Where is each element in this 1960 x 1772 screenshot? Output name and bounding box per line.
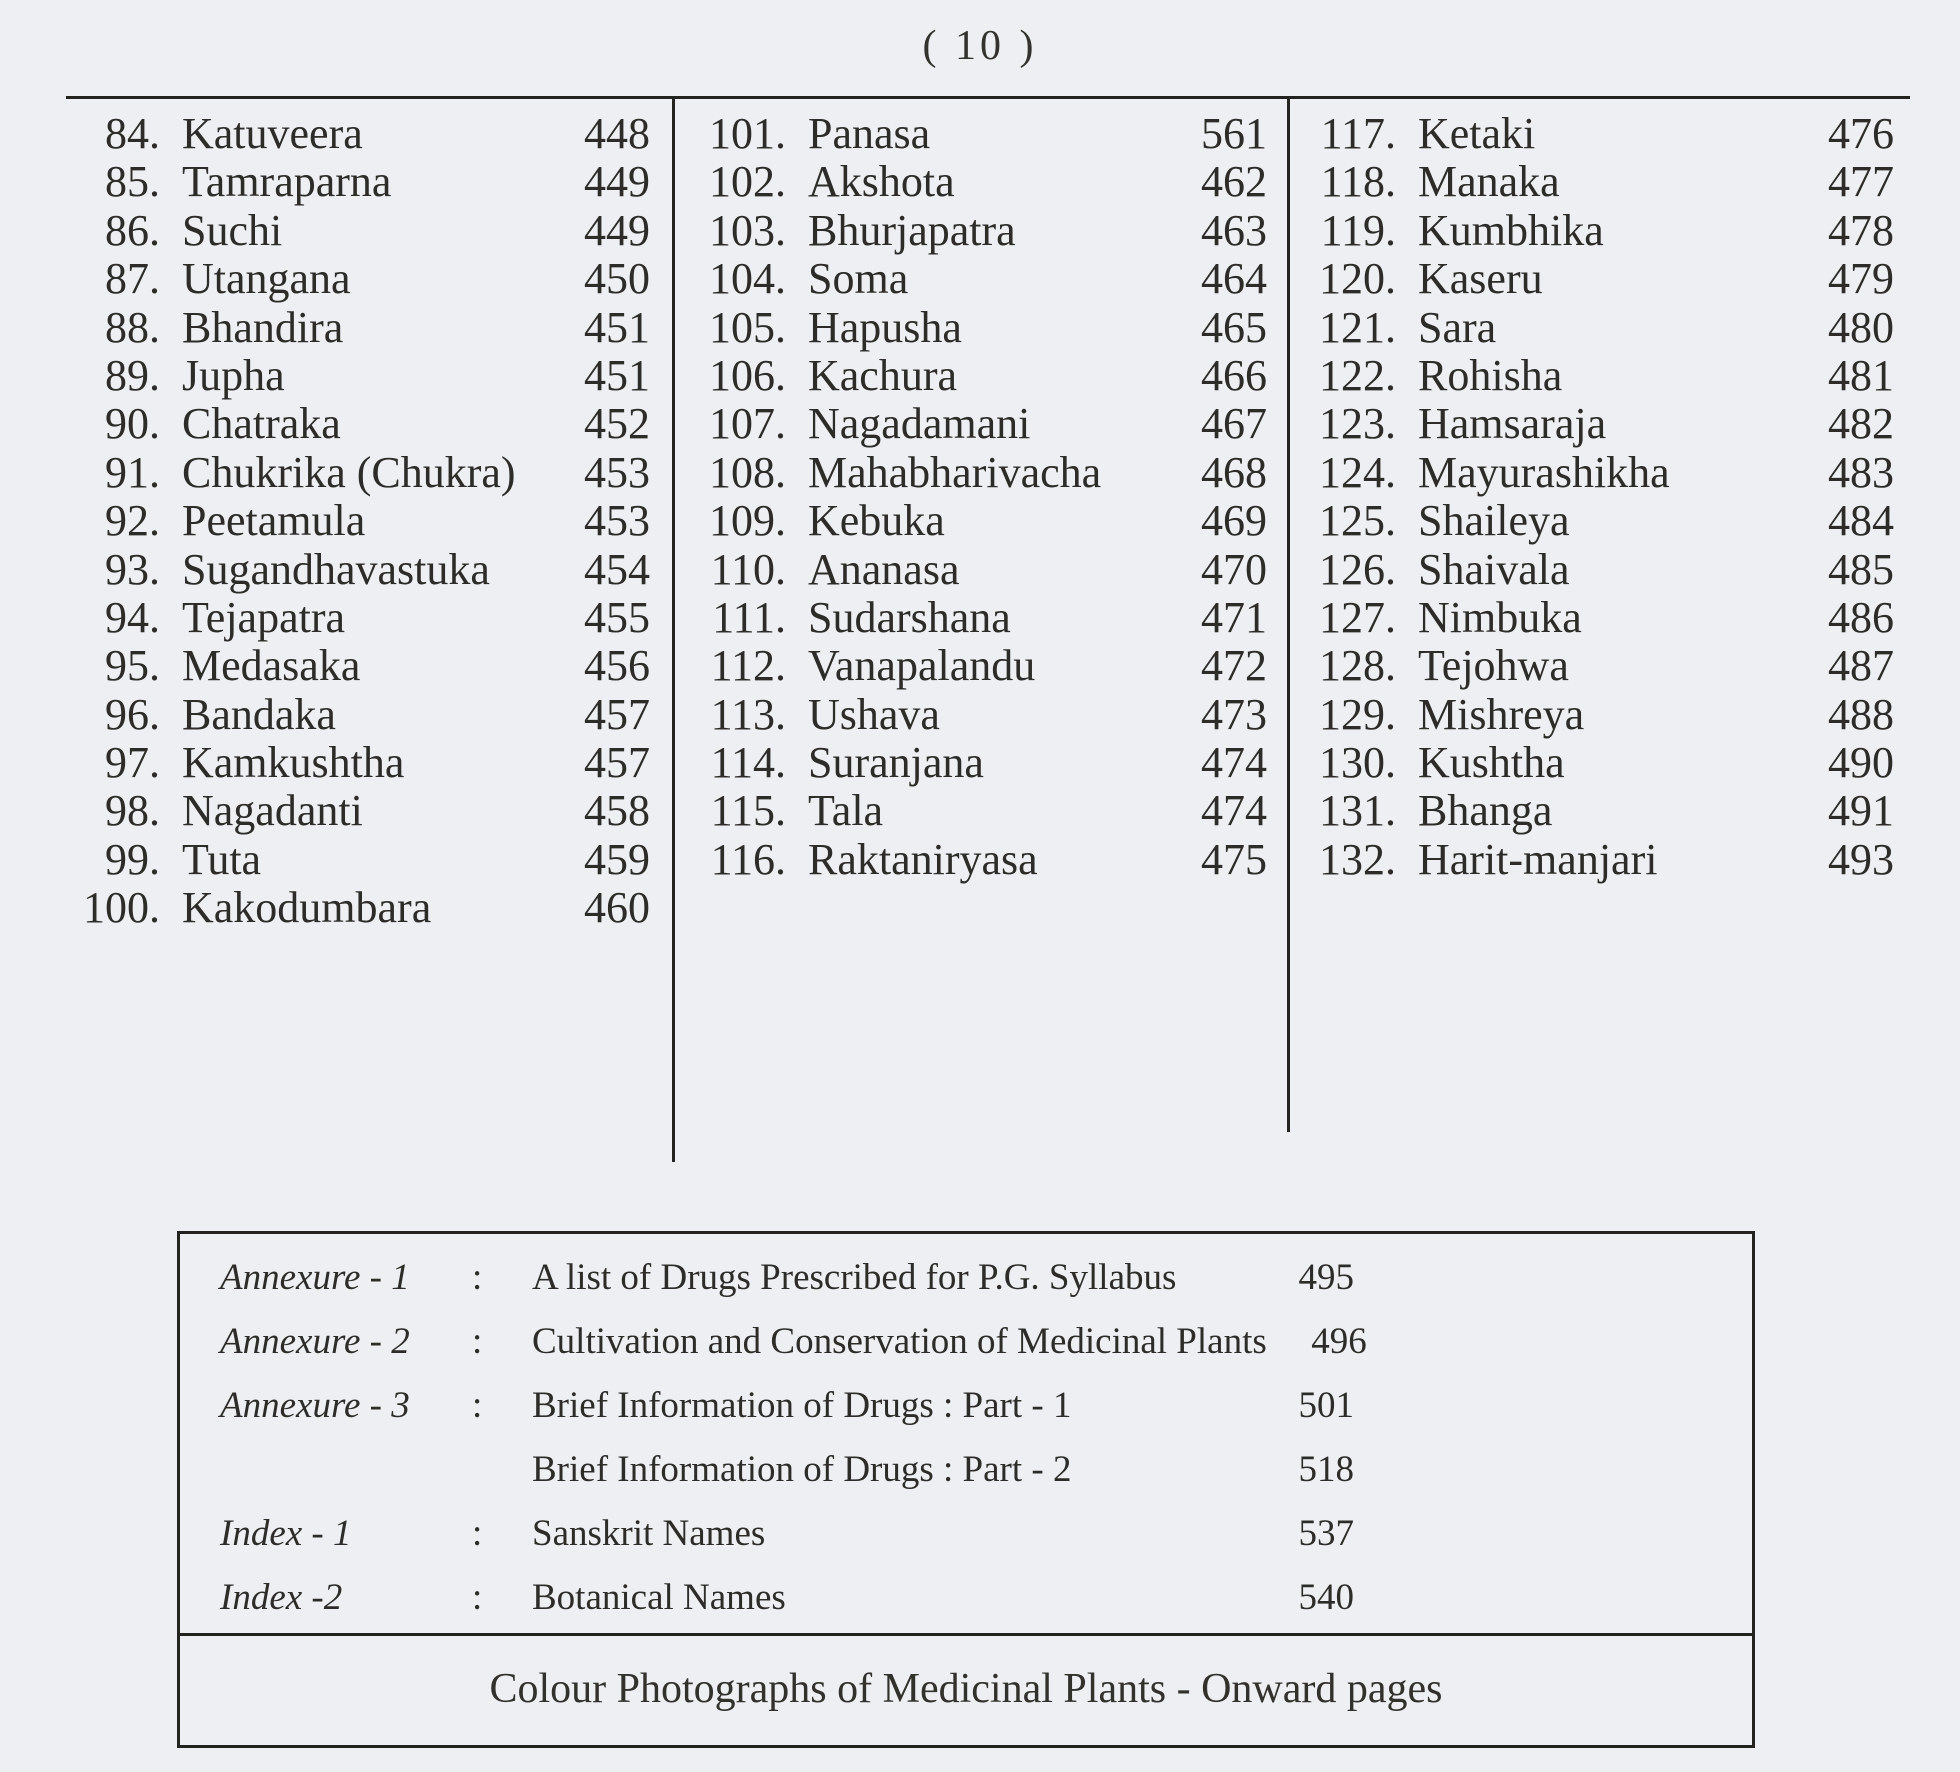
entry-title: Utangana [182, 254, 351, 304]
entry-page: 460 [584, 883, 650, 933]
entry-number: 110. [710, 544, 786, 594]
entry-title: Kamkushtha [182, 738, 405, 788]
toc-entry [1302, 594, 1894, 642]
toc-entry [1302, 352, 1894, 400]
entry-title: Kakodumbara [182, 883, 432, 933]
entry-page: 451 [584, 302, 650, 352]
entry-page: 481 [1828, 350, 1894, 400]
entry-page: 479 [1828, 254, 1894, 304]
entry-title: Kushtha [1418, 738, 1565, 788]
entry-title: Jupha [182, 350, 285, 400]
toc-entry [1302, 836, 1894, 884]
entry-number: 119. [1320, 205, 1396, 255]
entry-page: 485 [1828, 544, 1894, 594]
toc-entry [692, 642, 1267, 690]
entry-number: 96. [105, 689, 160, 739]
toc-entry [82, 594, 650, 642]
entry-title: Harit-manjari [1418, 834, 1658, 884]
annexure-label: Annexure - 3 [220, 1385, 410, 1426]
entry-number: 112. [710, 641, 786, 691]
toc-entry [82, 304, 650, 352]
entry-title: Vanapalandu [808, 641, 1036, 691]
entry-title: Chatraka [182, 399, 341, 449]
entry-number: 97. [105, 738, 160, 788]
entry-page: 472 [1201, 641, 1267, 691]
toc-entry [692, 352, 1267, 400]
toc-entry [692, 594, 1267, 642]
toc-entry [692, 207, 1267, 255]
annexure-colon: : [472, 1577, 483, 1618]
entry-page: 459 [584, 834, 650, 884]
entry-title: Hamsaraja [1418, 399, 1607, 449]
annexure-row [220, 1374, 1752, 1438]
entry-title: Ketaki [1418, 109, 1536, 158]
entry-page: 471 [1201, 592, 1267, 642]
entry-number: 99. [105, 834, 160, 884]
entry-number: 95. [105, 641, 160, 691]
entry-number: 89. [105, 350, 160, 400]
annexure-title: Sanskrit Names [532, 1513, 766, 1554]
entry-number: 116. [710, 834, 786, 884]
entry-page: 486 [1828, 592, 1894, 642]
entry-title: Tamraparna [182, 157, 392, 207]
entry-number: 126. [1319, 544, 1396, 594]
entry-page: 454 [584, 544, 650, 594]
entry-page: 482 [1828, 399, 1894, 449]
entry-page: 487 [1828, 641, 1894, 691]
annexure-title: A list of Drugs Prescribed for P.G. Syllabus [532, 1257, 1177, 1298]
toc-entry [82, 691, 650, 739]
entry-number: 111. [712, 592, 786, 642]
entry-page: 452 [584, 399, 650, 449]
toc-entry [1302, 739, 1894, 787]
entry-title: Kaseru [1418, 254, 1543, 304]
annexure-label: Index -2 [220, 1577, 343, 1618]
entry-title: Akshota [808, 157, 955, 207]
entry-page: 456 [584, 641, 650, 691]
entry-page: 470 [1201, 544, 1267, 594]
annexure-label: Annexure - 1 [220, 1257, 410, 1298]
toc-entry [692, 304, 1267, 352]
entry-number: 103. [709, 205, 786, 255]
annexure-colon: : [472, 1513, 483, 1554]
entry-title: Shaileya [1418, 496, 1570, 546]
entry-title: Rohisha [1418, 350, 1563, 400]
entry-title: Kachura [808, 350, 958, 400]
entry-title: Sara [1418, 302, 1497, 352]
entry-number: 129. [1319, 689, 1396, 739]
entry-title: Nimbuka [1418, 592, 1582, 642]
entry-page: 458 [584, 786, 650, 836]
entry-title: Shaivala [1418, 544, 1570, 594]
toc-entry [692, 739, 1267, 787]
entry-number: 120. [1319, 254, 1396, 304]
annexure-colon: : [472, 1257, 483, 1298]
toc-entry [82, 449, 650, 497]
toc-entry [82, 352, 650, 400]
toc-column [82, 110, 650, 933]
entry-page: 480 [1828, 302, 1894, 352]
entry-number: 127. [1319, 592, 1396, 642]
entry-page: 476 [1828, 109, 1894, 158]
column-divider [672, 97, 675, 1162]
annexure-page: 518 [1298, 1449, 1354, 1490]
toc-entry [692, 787, 1267, 835]
annexure-box [177, 1231, 1755, 1748]
entry-title: Kumbhika [1418, 205, 1604, 255]
entry-page: 475 [1201, 834, 1267, 884]
toc-entry [1302, 207, 1894, 255]
toc-column [692, 110, 1267, 884]
entry-page: 457 [584, 689, 650, 739]
entry-page: 488 [1828, 689, 1894, 739]
entry-title: Bandaka [182, 689, 336, 739]
entry-number: 86. [105, 205, 160, 255]
annexure-row [220, 1246, 1752, 1310]
toc-entry [82, 255, 650, 303]
entry-title: Ushava [808, 689, 940, 739]
entry-number: 123. [1319, 399, 1396, 449]
entry-title: Mayurashikha [1418, 447, 1670, 497]
entry-number: 118. [1320, 157, 1396, 207]
entry-page: 449 [584, 157, 650, 207]
toc-entry [1302, 642, 1894, 690]
toc-entry [692, 497, 1267, 545]
entry-title: Tuta [182, 834, 262, 884]
toc-entry [82, 884, 650, 932]
entry-number: 107. [709, 399, 786, 449]
annexure-row [220, 1566, 1752, 1630]
annexure-title: Brief Information of Drugs : Part - 1 [532, 1385, 1072, 1426]
top-rule [66, 96, 1910, 99]
entry-title: Sugandhavastuka [182, 544, 490, 594]
toc-entry [82, 739, 650, 787]
toc-entry [82, 497, 650, 545]
toc-entry [82, 158, 650, 206]
entry-page: 466 [1201, 350, 1267, 400]
toc-entry [82, 642, 650, 690]
entry-title: Tala [808, 786, 884, 836]
entry-title: Soma [808, 254, 909, 304]
toc-entry [692, 449, 1267, 497]
toc-entry [692, 110, 1267, 158]
entry-number: 128. [1319, 641, 1396, 691]
annexure-page: 495 [1298, 1257, 1354, 1298]
annexure-colon: : [472, 1385, 483, 1426]
annexure-footer-note: Colour Photographs of Medicinal Plants - Onward pages [180, 1633, 1752, 1745]
entry-number: 114. [710, 738, 786, 788]
entry-number: 105. [709, 302, 786, 352]
entry-title: Ananasa [808, 544, 960, 594]
toc-entry [692, 546, 1267, 594]
entry-number: 90. [105, 399, 160, 449]
entry-title: Chukrika (Chukra) [182, 447, 516, 497]
annexure-row [220, 1438, 1752, 1502]
entry-page: 455 [584, 592, 650, 642]
entry-number: 117. [1320, 109, 1396, 158]
toc-entry [1302, 110, 1894, 158]
toc-entry [692, 400, 1267, 448]
entry-title: Manaka [1418, 157, 1560, 207]
entry-page: 484 [1828, 496, 1894, 546]
entry-page: 491 [1828, 786, 1894, 836]
toc-entry [692, 836, 1267, 884]
entry-page: 493 [1828, 834, 1894, 884]
annexure-row [220, 1502, 1752, 1566]
entry-title: Suranjana [808, 738, 984, 788]
toc-entry [1302, 158, 1894, 206]
toc-entry [82, 836, 650, 884]
entry-title: Kebuka [808, 496, 945, 546]
toc-entry [1302, 546, 1894, 594]
entry-title: Tejohwa [1418, 641, 1569, 691]
entry-page: 457 [584, 738, 650, 788]
entry-title: Sudarshana [808, 592, 1011, 642]
annexure-label: Index - 1 [220, 1513, 352, 1554]
entry-title: Nagadanti [182, 786, 363, 836]
entry-title: Peetamula [182, 496, 366, 546]
entry-number: 124. [1319, 447, 1396, 497]
toc-entry [1302, 787, 1894, 835]
annexure-page: 540 [1298, 1577, 1354, 1618]
entry-page: 464 [1201, 254, 1267, 304]
entry-number: 115. [710, 786, 786, 836]
entry-number: 125. [1319, 496, 1396, 546]
entry-title: Tejapatra [182, 592, 346, 642]
toc-entry [692, 255, 1267, 303]
entry-page: 453 [584, 447, 650, 497]
entry-page: 449 [584, 205, 650, 255]
entry-page: 448 [584, 109, 650, 158]
entry-title: Panasa [808, 109, 931, 158]
entry-number: 109. [709, 496, 786, 546]
entry-number: 84. [105, 109, 160, 158]
toc-entry [692, 691, 1267, 739]
toc-entry [82, 207, 650, 255]
entry-title: Suchi [182, 205, 283, 255]
entry-number: 108. [709, 447, 786, 497]
entry-number: 91. [105, 447, 160, 497]
entry-number: 88. [105, 302, 160, 352]
entry-number: 92. [105, 496, 160, 546]
page-number-header: ( 10 ) [922, 23, 1038, 69]
entry-number: 102. [709, 157, 786, 207]
annexure-colon: : [472, 1321, 483, 1362]
toc-entry [1302, 304, 1894, 352]
annexure-rows [180, 1234, 1752, 1633]
entry-page: 463 [1201, 205, 1267, 255]
entry-number: 121. [1319, 302, 1396, 352]
entry-number: 122. [1319, 350, 1396, 400]
column-divider [1287, 97, 1290, 1132]
entry-title: Mishreya [1418, 689, 1585, 739]
entry-page: 462 [1201, 157, 1267, 207]
entry-number: 106. [709, 350, 786, 400]
annexure-label: Annexure - 2 [220, 1321, 410, 1362]
entry-page: 490 [1828, 738, 1894, 788]
annexure-title: Cultivation and Conservation of Medicinal Plants [532, 1321, 1267, 1362]
entry-title: Mahabharivacha [808, 447, 1102, 497]
entry-page: 453 [584, 496, 650, 546]
entry-number: 130. [1319, 738, 1396, 788]
entry-page: 469 [1201, 496, 1267, 546]
toc-entry [82, 110, 650, 158]
entry-number: 131. [1319, 786, 1396, 836]
entry-number: 87. [105, 254, 160, 304]
entry-page: 561 [1201, 109, 1267, 158]
entry-title: Raktaniryasa [808, 834, 1038, 884]
toc-entry [1302, 691, 1894, 739]
toc-entry [82, 787, 650, 835]
toc-entry [1302, 255, 1894, 303]
entry-page: 474 [1201, 786, 1267, 836]
entry-number: 94. [105, 592, 160, 642]
toc-entry [1302, 400, 1894, 448]
entry-title: Nagadamani [808, 399, 1031, 449]
annexure-page: 501 [1298, 1385, 1354, 1426]
entry-page: 468 [1201, 447, 1267, 497]
entry-number: 113. [710, 689, 786, 739]
entry-page: 450 [584, 254, 650, 304]
annexure-row [220, 1310, 1752, 1374]
annexure-title: Botanical Names [532, 1577, 786, 1618]
entry-title: Bhandira [182, 302, 344, 352]
entry-page: 467 [1201, 399, 1267, 449]
entry-title: Medasaka [182, 641, 361, 691]
entry-title: Katuveera [182, 109, 363, 158]
entry-number: 101. [709, 109, 786, 158]
annexure-title: Brief Information of Drugs : Part - 2 [532, 1449, 1072, 1490]
toc-entry [1302, 497, 1894, 545]
entry-title: Hapusha [808, 302, 962, 352]
annexure-page: 496 [1311, 1321, 1367, 1362]
entry-page: 477 [1828, 157, 1894, 207]
entry-title: Bhanga [1418, 786, 1553, 836]
entry-number: 93. [105, 544, 160, 594]
toc-entry [82, 400, 650, 448]
entry-page: 473 [1201, 689, 1267, 739]
entry-page: 483 [1828, 447, 1894, 497]
annexure-page: 537 [1298, 1513, 1354, 1554]
entry-number: 104. [709, 254, 786, 304]
toc-column [1302, 110, 1894, 884]
entry-page: 451 [584, 350, 650, 400]
entry-number: 85. [105, 157, 160, 207]
toc-entry [692, 158, 1267, 206]
entry-page: 478 [1828, 205, 1894, 255]
entry-page: 465 [1201, 302, 1267, 352]
entry-page: 474 [1201, 738, 1267, 788]
entry-title: Bhurjapatra [808, 205, 1016, 255]
toc-entry [82, 546, 650, 594]
entry-number: 98. [105, 786, 160, 836]
entry-number: 100. [83, 883, 160, 933]
entry-number: 132. [1319, 834, 1396, 884]
toc-entry [1302, 449, 1894, 497]
